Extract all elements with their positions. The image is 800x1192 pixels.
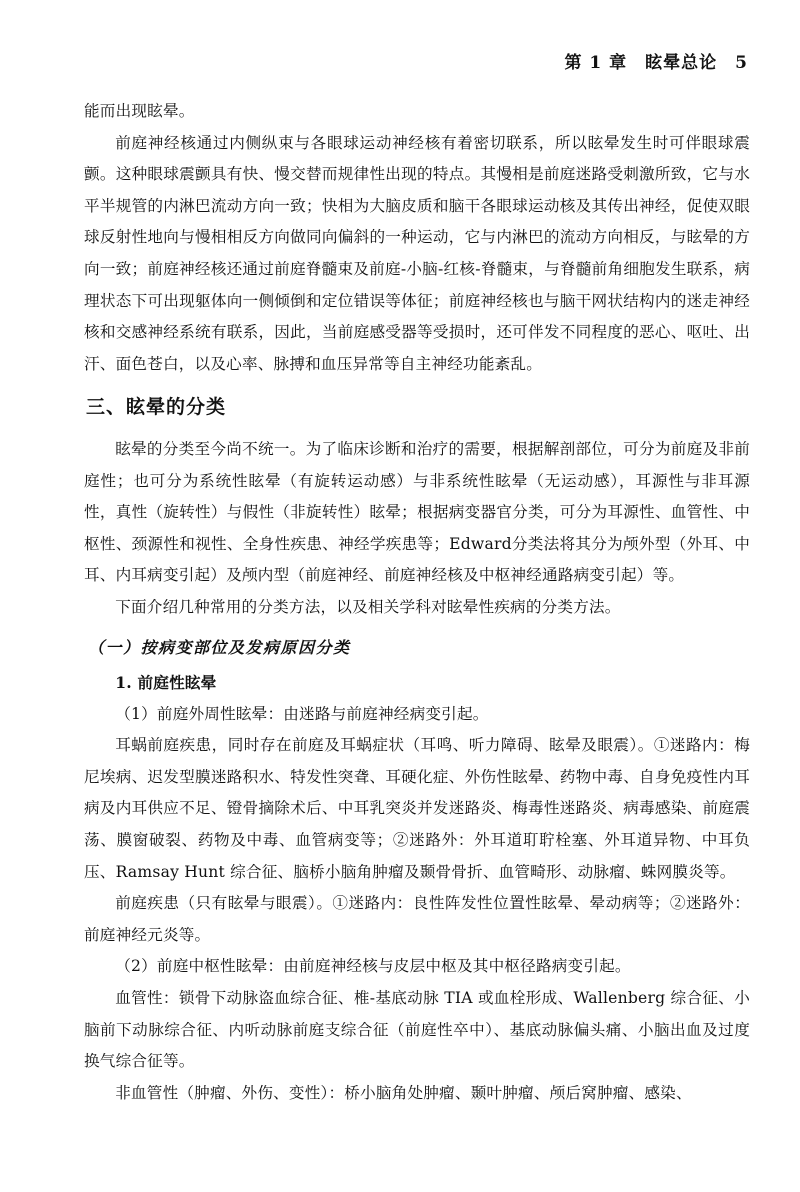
paragraph-methods-intro: 下面介绍几种常用的分类方法，以及相关学科对眩晕性疾病的分类方法。 bbox=[115, 597, 621, 616]
paragraph-vascular: 血管性：锁骨下动脉盗血综合征、椎-基底动脉 TIA 或血栓形成、Wallenberg 综合征、小脑前下动脉综合征、内听动脉前庭支综合征（前庭性卒中）、基底动脉偏头痛、小脑出血及过度换气综合征等。 bbox=[84, 989, 750, 1071]
paragraph-cochleovestibular: 耳蜗前庭疾患，同时存在前庭及耳蜗症状（耳鸣、听力障碍、眩晕及眼震）。①迷路内：梅尼埃病、迟发型膜迷路积水、特发性突聋、耳硬化症、外伤性眩晕、药物中毒、自身免疫性内耳病及内耳供应不足、镫骨摘除术后、中耳乳突炎并发迷路炎、梅毒性迷路炎、病毒感染、前庭震荡、膜窗破裂、药物及中毒、血管病变等；②迷路外：外耳道耵聍栓塞、外耳道异物、中耳负压、Ramsay Hunt 综合征、脑桥小脑角肿瘤及颞骨骨折、血管畸形、动脉瘤、蛛网膜炎等。 bbox=[84, 736, 750, 881]
paragraph-continuation: 能而出现眩晕。 bbox=[84, 102, 195, 120]
section-heading: 三、眩晕的分类 bbox=[86, 396, 227, 419]
page-body bbox=[84, 96, 750, 1109]
chapter-title: 第 1 章 眩晕总论 bbox=[564, 53, 718, 73]
paragraph-central-vertigo: （2）前庭中枢性眩晕：由前庭神经核与皮层中枢及其中枢径路病变引起。 bbox=[115, 957, 631, 976]
running-header bbox=[564, 48, 748, 73]
paragraph-vestibular-disorders: 前庭疾患（只有眩晕与眼震）。①迷路内：良性阵发性位置性眩晕、晕动病等；②迷路外：前庭神经元炎等。 bbox=[84, 894, 750, 944]
paragraph-peripheral-vertigo: （1）前庭外周性眩晕：由迷路与前庭神经病变引起。 bbox=[115, 704, 489, 723]
subsection-heading: （一）按病变部位及发病原因分类 bbox=[88, 637, 351, 657]
page-number: 5 bbox=[735, 53, 748, 73]
item-heading: 1. 前庭性眩晕 bbox=[115, 673, 217, 693]
paragraph-vestibular-nucleus: 前庭神经核通过内侧纵束与各眼球运动神经核有着密切联系，所以眩晕发生时可伴眼球震颤。这种眼球震颤具有快、慢交替而规律性出现的特点。其慢相是前庭迷路受刺激所致，它与水平半规管的内淋巴流动方向一致；快相为大脑皮质和脑干各眼球运动核及其传出神经，促使双眼球反射性地向与慢相相反方向做同向偏斜的一种运动，它与内淋巴的流动方向相反，与眩晕的方向一致；前庭神经核还通过前庭脊髓束及前庭-小脑-红核-脊髓束，与脊髓前角细胞发生联系，病理状态下可出现躯体向一侧倾倒和定位错误等体征；前庭神经核也与脑干网状结构内的迷走神经核和交感神经系统有联系，因此，当前庭感受器等受损时，还可伴发不同程度的恶心、呕吐、出汗、面色苍白，以及心率、脉搏和血压异常等自主神经功能紊乱。 bbox=[84, 133, 750, 373]
paragraph-non-vascular: 非血管性（肿瘤、外伤、变性）：桥小脑角处肿瘤、颞叶肿瘤、颅后窝肿瘤、感染、 bbox=[115, 1083, 692, 1102]
paragraph-classification-intro: 眩晕的分类至今尚不统一。为了临床诊断和治疗的需要，根据解剖部位，可分为前庭及非前庭性；也可分为系统性眩晕（有旋转运动感）与非系统性眩晕（无运动感），耳源性与非耳源性，真性（旋转性）与假性（非旋转性）眩晕；根据病变器官分类，可分为耳源性、血管性、中枢性、颈源性和视性、全身性疾患、神经学疾患等；Edward分类法将其分为颅外型（外耳、中耳、内耳病变引起）及颅内型（前庭神经、前庭神经核及中枢神经通路病变引起）等。 bbox=[84, 439, 750, 585]
